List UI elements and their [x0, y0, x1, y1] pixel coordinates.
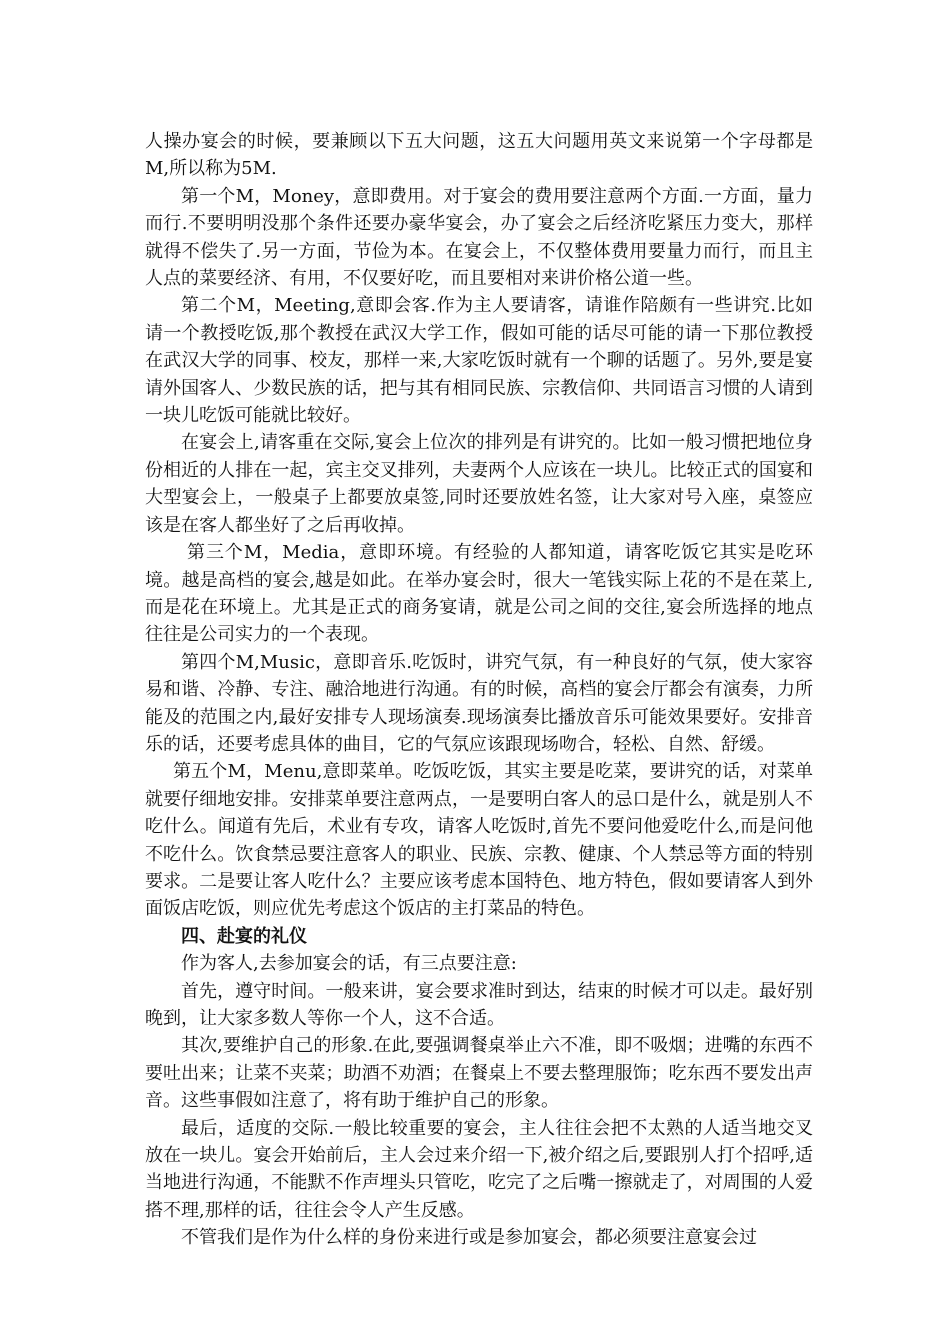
paragraph-guest-intro: 作为客人,去参加宴会的话，有三点要注意:	[181, 953, 517, 975]
paragraph-meeting: 第二个M，Meeting,意即会客.作为主人要请客，请谁作陪颇有一些讲究.比如请一个教授吃饭,那个教授在武汉大学工作，假如可能的话尽可能的请一下那位教授在武汉大学的同事、校友，那样一来,大家吃饭时就有一个聊的话题了。另外,要是宴请外国客人、少数民族的话，把与其有相同民族、宗教信仰、共同语言习惯的人请到一块儿吃饭可能就比较好。	[145, 295, 813, 427]
document-body	[145, 128, 813, 1252]
paragraph-seating: 在宴会上,请客重在交际,宴会上位次的排列是有讲究的。比如一般习惯把地位身份相近的人排在一起，宾主交叉排列，夫妻两个人应该在一块儿。比较正式的国宴和大型宴会上，一般桌子上都要放桌签,同时还要放姓名签，让大家对号入座，桌签应该是在客人都坐好了之后再收掉。	[145, 432, 813, 536]
paragraph-money: 第一个M，Money，意即费用。对于宴会的费用要注意两个方面.一方面，量力而行.不要明明没那个条件还要办豪华宴会，办了宴会之后经济吃紧压力变大，那样就得不偿失了.另一方面，节俭为本。在宴会上，不仅整体费用要量力而行，而且主人点的菜要经济、有用，不仅要好吃，而且要相对来讲价格公道一些。	[145, 185, 813, 290]
paragraph-menu: 第五个M，Menu,意即菜单。吃饭吃饭，其实主要是吃菜，要讲究的话，对菜单就要仔细地安排。安排菜单要注意两点，一是要明白客人的忌口是什么，就是别人不吃什么。闻道有先后，术业有专攻，请客人吃饭时,首先不要问他爱吃什么,而是问他不吃什么。饮食禁忌要注意客人的职业、民族、宗教、健康、个人禁忌等方面的特别要求。二是要让客人吃什么？主要应该考虑本国特色、地方特色，假如要请客人到外面饭店吃饭，则应优先考虑这个饭店的主打菜品的特色。	[145, 761, 813, 920]
paragraph-second-point: 其次,要维护自己的形象.在此,要强调餐桌举止六不准，即不吸烟；进嘴的东西不要吐出来；让菜不夹菜；助酒不劝酒；在餐桌上不要去整理服饰；吃东西不要发出声音。这些事假如注意了，将有助于维护自己的形象。	[145, 1035, 813, 1112]
paragraph-first-point: 首先，遵守时间。一般来讲，宴会要求准时到达，结束的时候才可以走。最好别晚到，让大家多数人等你一个人，这不合适。	[145, 980, 813, 1029]
paragraph-media: 第三个M，Media，意即环境。有经验的人都知道，请客吃饭它其实是吃环境。越是高档的宴会,越是如此。在举办宴会时，很大一笔钱实际上花的不是在菜上,而是花在环境上。尤其是正式的商务宴请，就是公司之间的交往,宴会所选择的地点往往是公司实力的一个表现。	[145, 542, 813, 646]
paragraph-closing: 不管我们是作为什么样的身份来进行或是参加宴会，都必须要注意宴会过	[181, 1227, 757, 1249]
paragraph-third-point: 最后，适度的交际.一般比较重要的宴会，主人往往会把不太熟的人适当地交叉放在一块儿。宴会开始前后，主人会过来介绍一下,被介绍之后,要跟别人打个招呼,适当地进行沟通，不能默不作声埋头只管吃，吃完了之后嘴一擦就走了，对周围的人爱搭不理,那样的话，往往会令人产生反感。	[145, 1117, 813, 1221]
section-heading: 四、赴宴的礼仪	[181, 925, 307, 947]
paragraph-5m-intro: 人操办宴会的时候，要兼顾以下五大问题，这五大问题用英文来说第一个字母都是M,所以称为5M.	[145, 131, 813, 180]
paragraph-music: 第四个M,Music，意即音乐.吃饭时，讲究气氛，有一种良好的气氛，使大家容易和谐、冷静、专注、融洽地进行沟通。有的时候，高档的宴会厅都会有演奏，力所能及的范围之内,最好安排专人现场演奏.现场演奏比播放音乐可能效果要好。安排音乐的话，还要考虑具体的曲目，它的气氛应该跟现场吻合，轻松、自然、舒缓。	[145, 651, 813, 755]
